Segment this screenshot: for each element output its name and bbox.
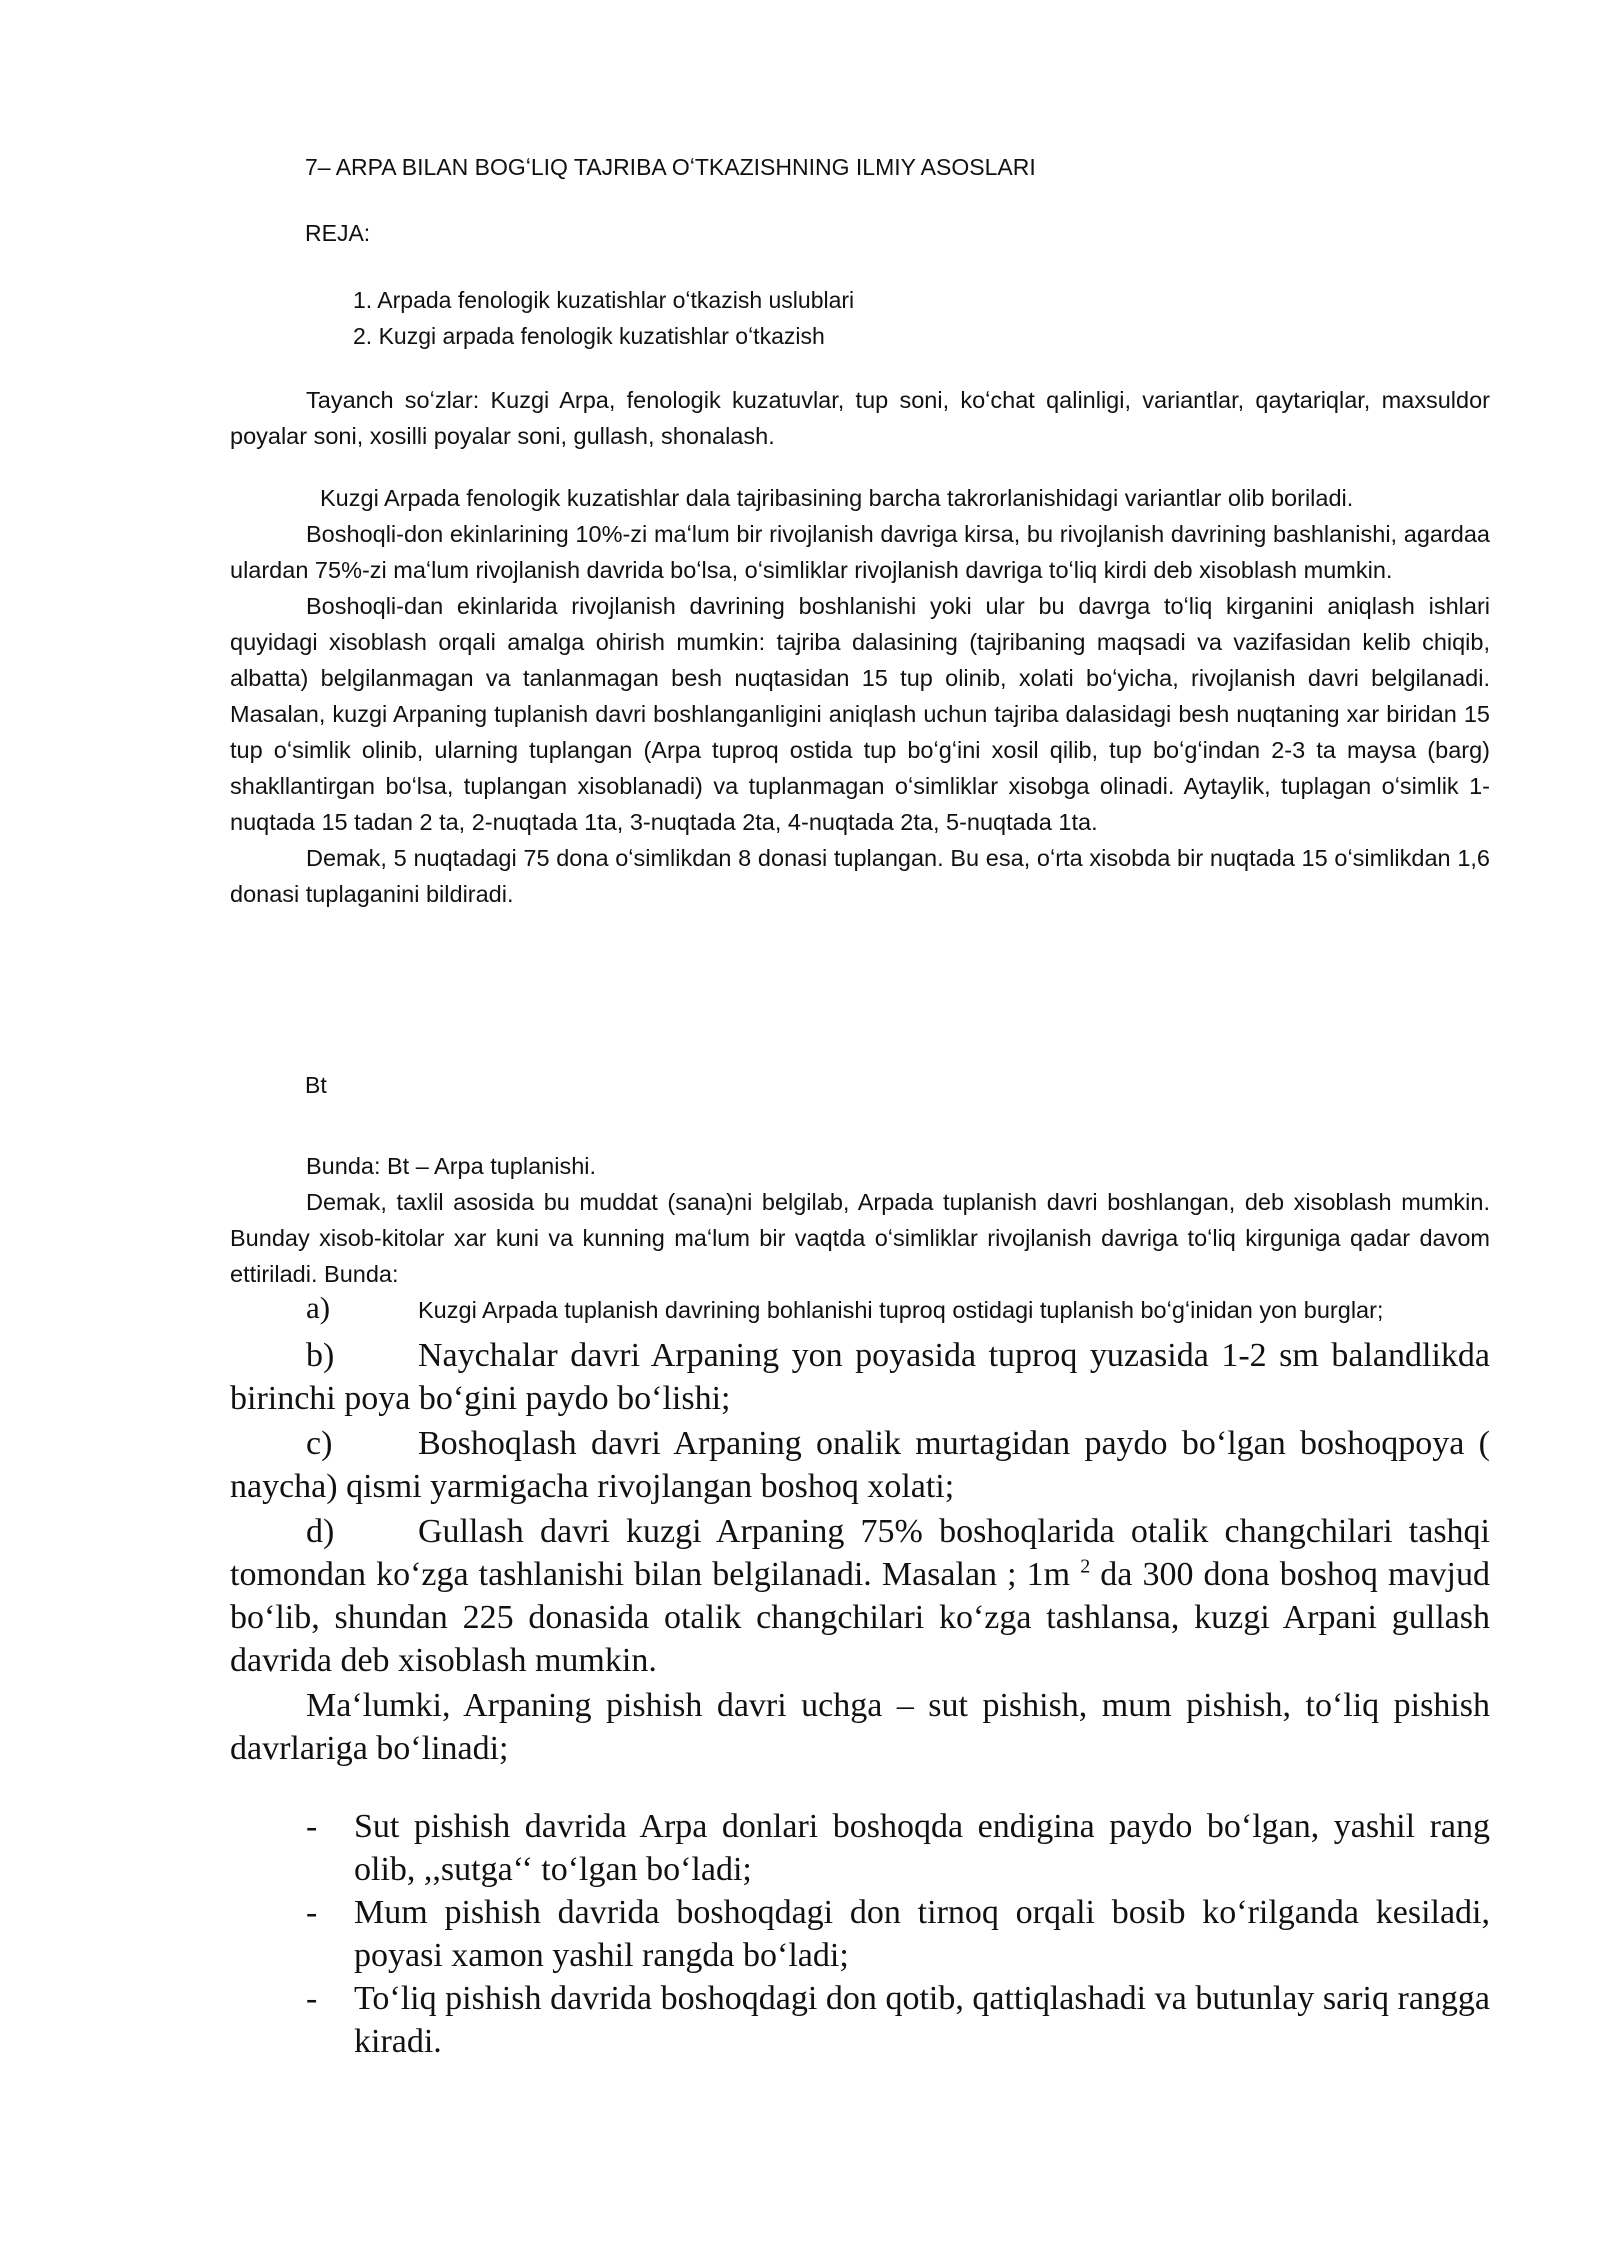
lettered-item [230,1334,1490,1420]
item-text: Boshoqlash davri Arpaning onalik murtagidan paydo boʻlgan boshoqpoya ( naycha) qismi yarmigacha rivojlangan boshoq xolati; [230,1425,1490,1505]
item-marker: d) [306,1513,335,1550]
conclusion-paragraph: Demak, taxlil asosida bu muddat (sana)ni belgilab, Arpada tuplanish davri boshlangan, deb xisoblash mumkin. Bunday xisob-kitolar xar kuni va kunning maʻlum bir vaqtda oʻsimliklar rivojlanish davriga toʻliq kirguniga qadar davom ettiriladi. Bunda: [230,1189,1490,1287]
plan-item: 2. Kuzgi arpada fenologik kuzatishlar oʻtkazish [353,323,825,349]
ripening-stage-item [230,1977,1490,2063]
plan-item: 1. Arpada fenologik kuzatishlar oʻtkazish uslublari [353,287,855,313]
ripening-stage-item [230,1891,1490,1977]
lettered-list [230,1290,1490,1770]
paragraph: Boshoqli-don ekinlarining 10%-zi maʻlum bir rivojlanish davriga kirsa, bu rivojlanish davrining bashlanishi, agardaa ulardan 75%-zi maʻlum rivojlanish davrida boʻlsa, oʻsimliklar rivojlanish davriga toʻliq kirdi deb xisoblash mumkin. [230,521,1490,583]
lettered-item [230,1290,1490,1328]
item-text: da 300 dona boshoq mavjud boʻlib, shundan 225 donasida otalik changchilari koʻzga tashlansa, kuzgi Arpani gullash davrida deb xisoblash mumkin. [230,1556,1490,1679]
page-heading: 7– ARPA BILAN BOGʻLIQ TAJRIBA OʻTKAZISHNING ILMIY ASOSLARI [305,154,1036,180]
ripening-stage-text: Toʻliq pishish davrida boshoqdagi don qotib, qattiqlashadi va butunlay sariq rangga kiradi. [354,1980,1490,2060]
item-marker: c) [306,1425,333,1462]
item-marker: b) [306,1337,335,1374]
item-marker: a) [306,1290,331,1325]
plan-list [353,282,854,354]
paragraph: Kuzgi Arpada fenologik kuzatishlar dala tajribasining barcha takrorlanishidagi variantlar olib boriladi. [320,485,1354,511]
paragraph: Demak, 5 nuqtadagi 75 dona oʻsimlikdan 8 donasi tuplangan. Bu esa, oʻrta xisobda bir nuqtada 15 oʻsimlikdan 1,6 donasi tuplaganini bildiradi. [230,845,1490,907]
keywords-paragraph: Tayanch soʻzlar: Kuzgi Arpa, fenologik kuzatuvlar, tup soni, koʻchat qalinligi, variantlar, qaytariqlar, maxsuldor poyalar soni, xosilli poyalar soni, gullash, shonalash. [230,387,1490,449]
dash-marker: - [306,1894,318,1931]
body-text [230,480,1490,912]
formula-label: Bt [305,1072,327,1098]
formula-note: Bunda: Bt – Arpa tuplanishi. [306,1153,597,1179]
lettered-item [230,1422,1490,1508]
ripening-stage-text: Mum pishish davrida boshoqdagi don tirnoq orqali bosib koʻrilganda kesiladi, poyasi xamon yashil rangda boʻladi; [354,1894,1490,1974]
ripening-stage-text: Sut pishish davrida Arpa donlari boshoqda endigina paydo boʻlgan, yashil rang olib, ,,sutga‘‘ toʻlgan boʻladi; [354,1808,1490,1888]
ripening-intro: Maʻlumki, Arpaning pishish davri uchga – sut pishish, mum pishish, toʻliq pishish davrlariga boʻlinadi; [230,1687,1490,1767]
item-text: Gullash davri kuzgi Arpaning 75% boshoqlarida otalik changchilari tashqi tomondan koʻzga tashlanishi bilan belgilanadi. Masalan ; 1m [230,1513,1490,1593]
plan-label: REJA: [305,220,371,246]
ripening-stages-list [230,1805,1490,2063]
superscript: 2 [1080,1555,1091,1578]
dash-marker: - [306,1808,318,1845]
paragraph: Boshoqli-dan ekinlarida rivojlanish davrining boshlanishi yoki ular bu davrga toʻliq kirganini aniqlash ishlari quyidagi xisoblash orqali amalga ohirish mumkin: tajriba dalasining (tajribaning maqsadi va vazifasidan kelib chiqib, albatta) belgilanmagan va tanlanmagan besh nuqtasidan 15 tup olinib, xolati boʻyicha, rivojlanish davri belgilanadi. Masalan, kuzgi Arpaning tuplanish davri boshlanganligini aniqlash uchun tajriba dalasidagi besh nuqtaning xar biridan 15 tup oʻsimlik olinib, ularning tuplangan (Arpa tuproq ostida tup boʻgʻini xosil qilib, tup boʻgʻindan 2-3 ta maysa (barg) shakllantirgan boʻlsa, tuplangan xisoblanadi) va tuplanmagan oʻsimliklar xisobga olinadi. Aytaylik, tuplagan oʻsimlik 1-nuqtada 15 tadan 2 ta, 2-nuqtada 1ta, 3-nuqtada 2ta, 4-nuqtada 2ta, 5-nuqtada 1ta. [230,593,1490,835]
dash-marker: - [306,1980,318,2017]
lettered-item [230,1510,1490,1682]
conclusion-block [230,1148,1490,1292]
ripening-stage-item [230,1805,1490,1891]
item-text: Kuzgi Arpada tuplanish davrining bohlanishi tuproq ostidagi tuplanish boʻgʻinidan yon burglar; [418,1297,1384,1323]
item-text: Naychalar davri Arpaning yon poyasida tuproq yuzasida 1-2 sm balandlikda birinchi poya boʻgini paydo boʻlishi; [230,1337,1490,1417]
